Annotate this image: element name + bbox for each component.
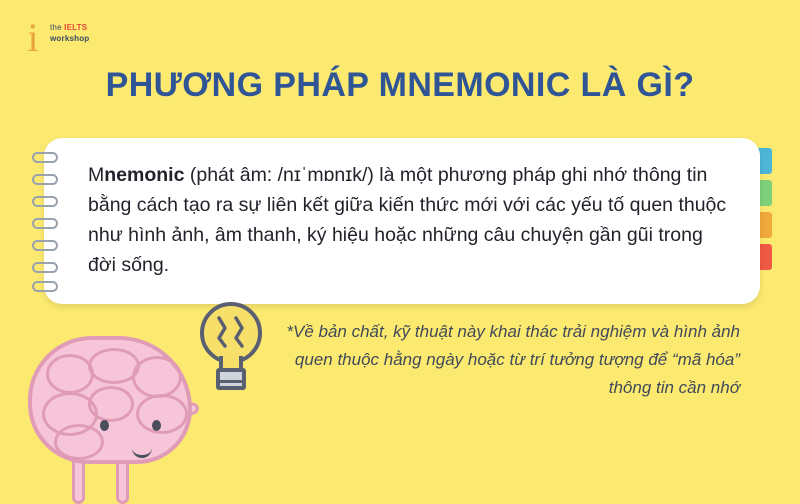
logo	[18, 14, 108, 62]
brain-eye-left	[100, 420, 109, 431]
definition-text	[88, 160, 728, 280]
logo-line-2: workshop	[50, 34, 90, 43]
definition-term: nemonic	[104, 164, 185, 186]
logo-line-1	[50, 22, 108, 33]
footnote-text: *Về bản chất, kỹ thuật này khai thác trải nghiệm và hình ảnh quen thuộc hằng ngày hoặc từ trí tưởng tượng để “mã hóa” thông tin cần nhớ	[286, 322, 740, 397]
brain-mouth	[132, 444, 152, 458]
definition-card	[30, 138, 770, 306]
illustration	[20, 300, 290, 500]
brain-character-icon	[28, 336, 192, 464]
logo-brand-text: IELTS	[64, 23, 88, 32]
lightbulb-base	[216, 368, 246, 390]
logo-mark-icon: i	[27, 15, 39, 60]
page-title: PHƯƠNG PHÁP MNEMONIC LÀ GÌ?	[105, 66, 695, 104]
notebook-spiral-icon	[30, 152, 56, 288]
card-body	[44, 138, 760, 304]
lightbulb-filament-icon	[216, 314, 246, 348]
definition-text-lead: M	[88, 164, 105, 186]
definition-text-rest: (phát âm: /nɪˈmɒnɪk/) là một phương pháp ghi nhớ thông tin bằng cách tạo ra sự liên kết giữa kiến thức mới với các yếu tố quen thuộc như hình ảnh, âm thanh, ký hiệu hoặc những câu chuyện gần gũi trong đời sống.	[88, 164, 727, 276]
brain-eye-right	[152, 420, 161, 431]
logo-wordmark	[50, 22, 108, 44]
logo-the-text: the	[50, 23, 65, 32]
